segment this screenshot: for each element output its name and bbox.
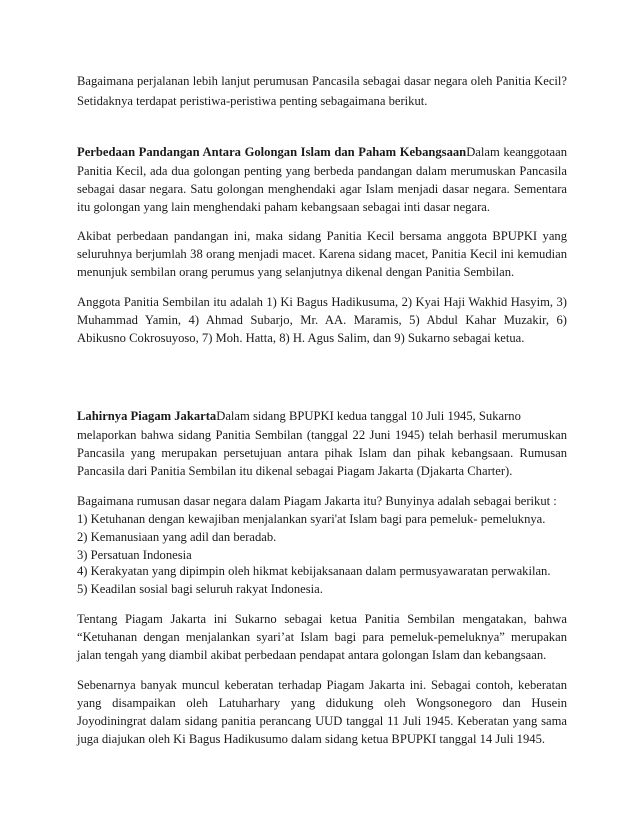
section1-p1-line-3: itu golongan yang lain menghendaki paham kebangsaan sebagai inti dasar negara. <box>77 200 491 214</box>
section2-first-line-rest: Dalam sidang BPUPKI kedua tanggal 10 Juli 1945, Sukarno <box>216 409 521 423</box>
section2-p4-line-1: Sebenarnya banyak muncul keberatan terhadap Piagam Jakarta ini. Sebagai contoh, keberatan <box>77 678 567 692</box>
principle-1: 1) Ketuhanan dengan kewajiban menjalankan syari'at Islam bagi para pemeluk- pemeluknya. <box>77 512 546 526</box>
principle-5: 5) Keadilan sosial bagi seluruh rakyat Indonesia. <box>77 582 323 596</box>
section1-p3-line-2: Muhammad Yamin, 4) Ahmad Subarjo, Mr. AA. Maramis, 5) Abdul Kahar Muzakir, 6) <box>77 313 567 327</box>
intro-line-1: Bagaimana perjalanan lebih lanjut perumusan Pancasila sebagai dasar negara oleh Panitia Kecil? <box>77 74 567 88</box>
section2-p3-line-2: “Ketuhanan dengan menjalankan syari’at Islam bagi para pemeluk-pemeluknya” merupakan <box>77 630 567 644</box>
section1-p3-line-3: Abikusno Cokrosuyoso, 7) Moh. Hatta, 8) H. Agus Salim, dan 9) Sukarno sebagai ketua. <box>77 331 525 345</box>
section1-p3-line-1: Anggota Panitia Sembilan itu adalah 1) Ki Bagus Hadikusuma, 2) Kyai Haji Wakhid Hasyim, 3) <box>77 295 567 309</box>
section2-first-line <box>77 408 567 424</box>
section1-first-line-rest: Dalam keanggotaan <box>466 145 568 159</box>
principle-2: 2) Kemanusiaan yang adil dan beradab. <box>77 530 277 544</box>
section2-p2-intro: Bagaimana rumusan dasar negara dalam Piagam Jakarta itu? Bunyinya adalah sebagai berikut : <box>77 494 557 508</box>
section2-p3-line-3: jalan tengah yang diambil akibat perbedaan pendapat antara golongan Islam dan kebangsaan. <box>77 648 547 662</box>
section1-p2-line-1: Akibat perbedaan pandangan ini, maka sidang Panitia Kecil bersama anggota BPUPKI yang <box>77 229 567 243</box>
section2-heading: Lahirnya Piagam Jakarta <box>77 409 217 423</box>
intro-line-2: Setidaknya terdapat peristiwa-peristiwa penting sebagaimana berikut. <box>77 94 428 108</box>
section2-p1-line-1: melaporkan bahwa sidang Panitia Sembilan (tanggal 22 Juni 1945) telah berhasil merumuskan <box>77 428 567 442</box>
section1-p2-line-3: menunjuk sembilan orang perumus yang selanjutnya dikenal dengan Panitia Sembilan. <box>77 265 515 279</box>
section2-p4-line-2: yang disampaikan oleh Latuharhary yang didukung oleh Wongsonegoro dan Husein <box>77 696 567 710</box>
section2-p3-line-1: Tentang Piagam Jakarta ini Sukarno sebagai ketua Panitia Sembilan mengatakan, bahwa <box>77 612 567 626</box>
section1-p2-line-2: seluruhnya berjumlah 38 orang menjadi macet. Karena sidang macet, Panitia Kecil ini kemudian <box>77 247 567 261</box>
section2-p1-line-3: Pancasila dari Panitia Sembilan itu dikenal sebagai Piagam Jakarta (Djakarta Charter). <box>77 464 513 478</box>
section1-p1-line-1: Panitia Kecil, ada dua golongan penting yang berbeda pandangan dalam merumuskan Pancasila <box>77 164 567 178</box>
principle-3: 3) Persatuan Indonesia <box>77 548 192 562</box>
section1-first-line <box>77 144 567 160</box>
section2-p1-line-2: Pancasila yang merupakan persetujuan antara pihak Islam dan pihak kebangsaan. Rumusan <box>77 446 567 460</box>
section1-p1-line-2: sebagai dasar negara. Satu golongan menghendaki agar Islam menjadi dasar negara. Sementara <box>77 182 567 196</box>
principle-4: 4) Kerakyatan yang dipimpin oleh hikmat kebijaksanaan dalam permusyawaratan perwakilan. <box>77 564 551 578</box>
section2-p4-line-3: Joyodiningrat dalam sidang panitia perancang UUD tanggal 11 Juli 1945. Keberatan yang sama <box>77 714 567 728</box>
section1-heading: Perbedaan Pandangan Antara Golongan Islam dan Paham Kebangsaan <box>77 145 467 159</box>
section2-p4-line-4: juga diajukan oleh Ki Bagus Hadikusumo dalam sidang ketua BPUPKI tanggal 14 Juli 1945. <box>77 732 546 746</box>
